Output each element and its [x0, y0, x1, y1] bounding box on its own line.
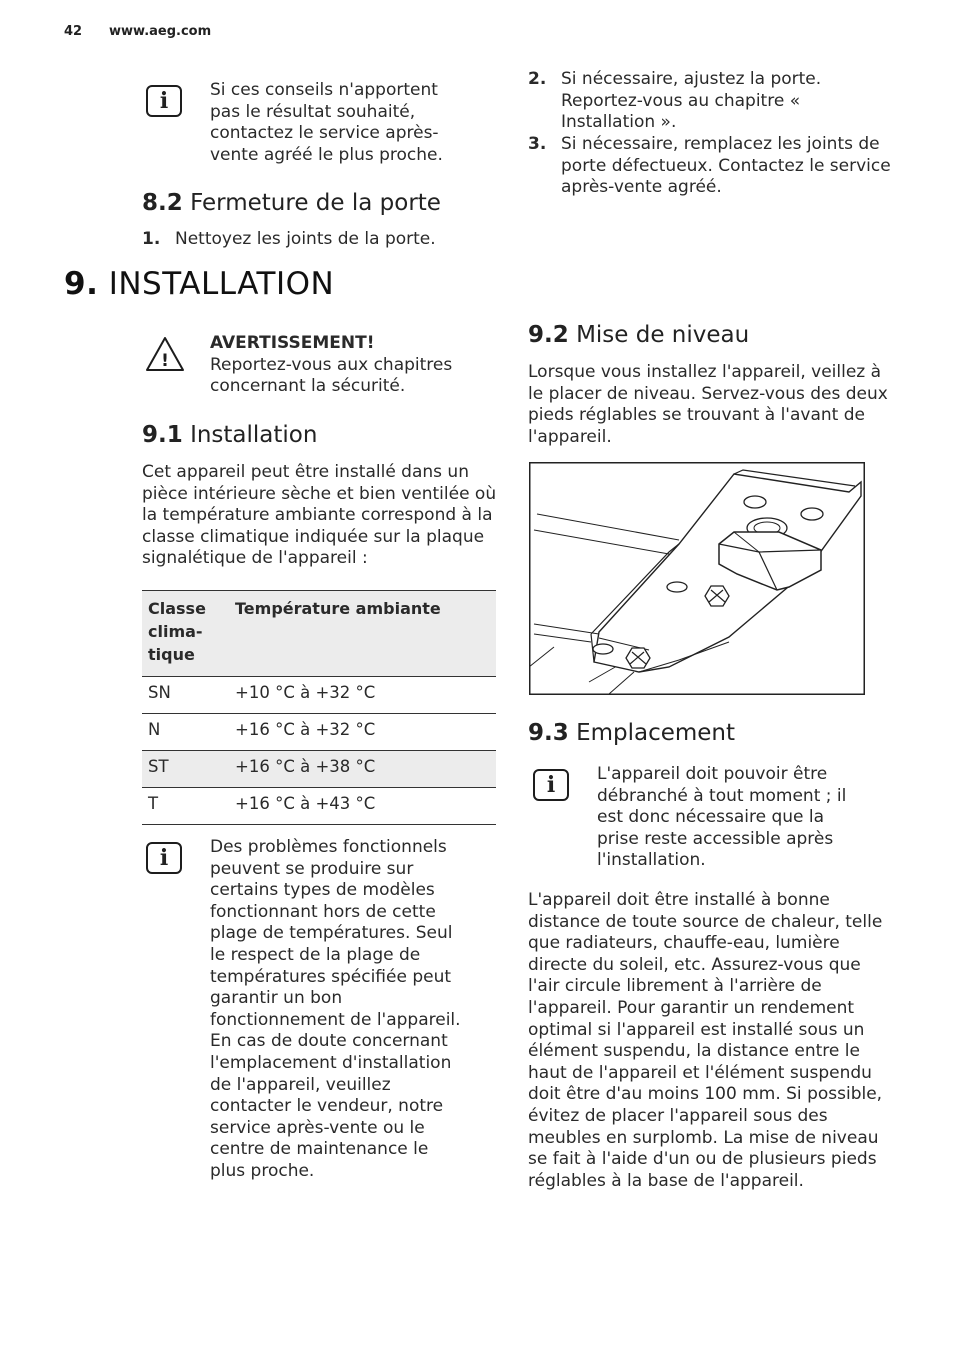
table-cell-class: N — [148, 720, 161, 739]
table-header-temp: Température ambiante — [235, 599, 441, 618]
info-glyph: i — [159, 845, 169, 871]
heading-9-2-title: Mise de niveau — [576, 322, 750, 348]
info-note-temperature: Des problèmes fonctionnels peuvent se produire sur certains types de modèles fonctionnant hors de cette plage de températures. Seul le respect de la plage de températures spécifiée peut garantir un bon fonctionnement de l'appareil. En cas de doute concernant l'emplacement d'installation de l'appareil, veuillez contacter le vendeur, notre service après-vente ou le centre de maintenance le plus proche. — [210, 837, 461, 1181]
warning-glyph: ! — [161, 351, 169, 371]
placement-text: L'appareil doit être installé à bonne distance de toute source de chaleur, telle que radiateurs, chauffe-eau, lumière directe du soleil, etc. Assurez-vous que l'air circule librement à l'arrière de l'appareil. Pour garantir un rendement optimal si l'appareil est installé sous un élément suspendu, la distance entre le haut de l'appareil et l'élément suspendu doit être d'au moins 100 mm. Si possible, évitez de placer l'appareil sous des meubles en surplomb. La mise de niveau se fait à l'aide d'un ou de plusieurs pieds réglables à la base de l'appareil. — [528, 890, 883, 1191]
table-cell-temp: +10 °C à +32 °C — [235, 683, 376, 702]
table-cell-class: SN — [148, 683, 171, 702]
table-cell-temp: +16 °C à +38 °C — [235, 757, 376, 776]
climate-class-table — [142, 590, 496, 825]
step-2-num: 2. — [528, 69, 547, 89]
site-url: www.aeg.com — [109, 24, 212, 39]
warning-triangle-icon — [145, 336, 185, 372]
heading-9-1-title: Installation — [190, 422, 318, 448]
info-icon — [533, 769, 569, 801]
table-row — [142, 714, 496, 751]
chapter-9-heading — [64, 266, 334, 302]
adjustable-foot-illustration — [529, 462, 865, 695]
step-1-number: 1. — [142, 229, 161, 249]
table-cell-temp: +16 °C à +32 °C — [235, 720, 376, 739]
info-note-placement: L'appareil doit pouvoir être débranché à tout moment ; il est donc nécessaire que la prise reste accessible après l'installation. — [597, 764, 847, 871]
warning-text: Reportez-vous aux chapitres concernant la sécurité. — [210, 354, 453, 397]
heading-9-3 — [528, 720, 735, 746]
screw-icon — [705, 586, 729, 606]
warning-title: AVERTISSEMENT! — [210, 333, 375, 353]
heading-8-2-number: 8.2 — [142, 190, 183, 216]
table-cell-class: T — [148, 794, 159, 813]
warning-block — [210, 333, 470, 398]
table-row — [142, 751, 496, 788]
chapter-9-title: INSTALLATION — [108, 266, 335, 302]
heading-9-2-number: 9.2 — [528, 322, 569, 348]
step-3-text: Si nécessaire, remplacez les joints de porte défectueux. Contactez le service après-vente agréé. — [561, 134, 891, 198]
step-2-number — [528, 69, 546, 91]
table-cell-class: ST — [148, 757, 169, 776]
step-3-number — [528, 134, 546, 156]
heading-9-2 — [528, 322, 749, 348]
leveling-text: Lorsque vous installez l'appareil, veillez à le placer de niveau. Servez-vous des deux pieds réglables se trouvant à l'avant de l'appareil. — [528, 362, 888, 447]
installation-intro: Cet appareil peut être installé dans un pièce intérieure sèche et bien ventilée où la température ambiante correspond à la classe climatique indiquée sur la plaque signalétique de l'appareil : — [142, 462, 497, 569]
step-1-text: Nettoyez les joints de la porte. — [175, 229, 436, 249]
table-cell-temp: +16 °C à +43 °C — [235, 794, 376, 813]
table-header-row — [142, 591, 496, 677]
heading-9-3-number: 9.3 — [528, 720, 569, 746]
info-glyph: i — [546, 772, 556, 798]
info-icon — [146, 85, 182, 117]
heading-8-2-title: Fermeture de la porte — [190, 190, 441, 216]
screw-icon — [626, 648, 650, 668]
table-row — [142, 677, 496, 714]
step-3-num: 3. — [528, 134, 547, 154]
table-row — [142, 788, 496, 825]
heading-8-2 — [142, 190, 441, 216]
info-glyph: i — [159, 88, 169, 114]
page-number: 42 — [64, 24, 83, 39]
table-header-class: Classe clima- tique — [148, 599, 206, 664]
info-note-top: Si ces conseils n'apportent pas le résultat souhaité, contactez le service après-vente agréé le plus proche. — [210, 80, 443, 165]
step-1 — [142, 229, 160, 251]
heading-9-1 — [142, 422, 317, 448]
heading-9-3-title: Emplacement — [576, 720, 736, 746]
heading-9-1-number: 9.1 — [142, 422, 183, 448]
step-2-text: Si nécessaire, ajustez la porte. Reportez-vous au chapitre « Installation ». — [561, 69, 822, 133]
chapter-9-number: 9. — [64, 266, 99, 302]
info-icon — [146, 842, 182, 874]
